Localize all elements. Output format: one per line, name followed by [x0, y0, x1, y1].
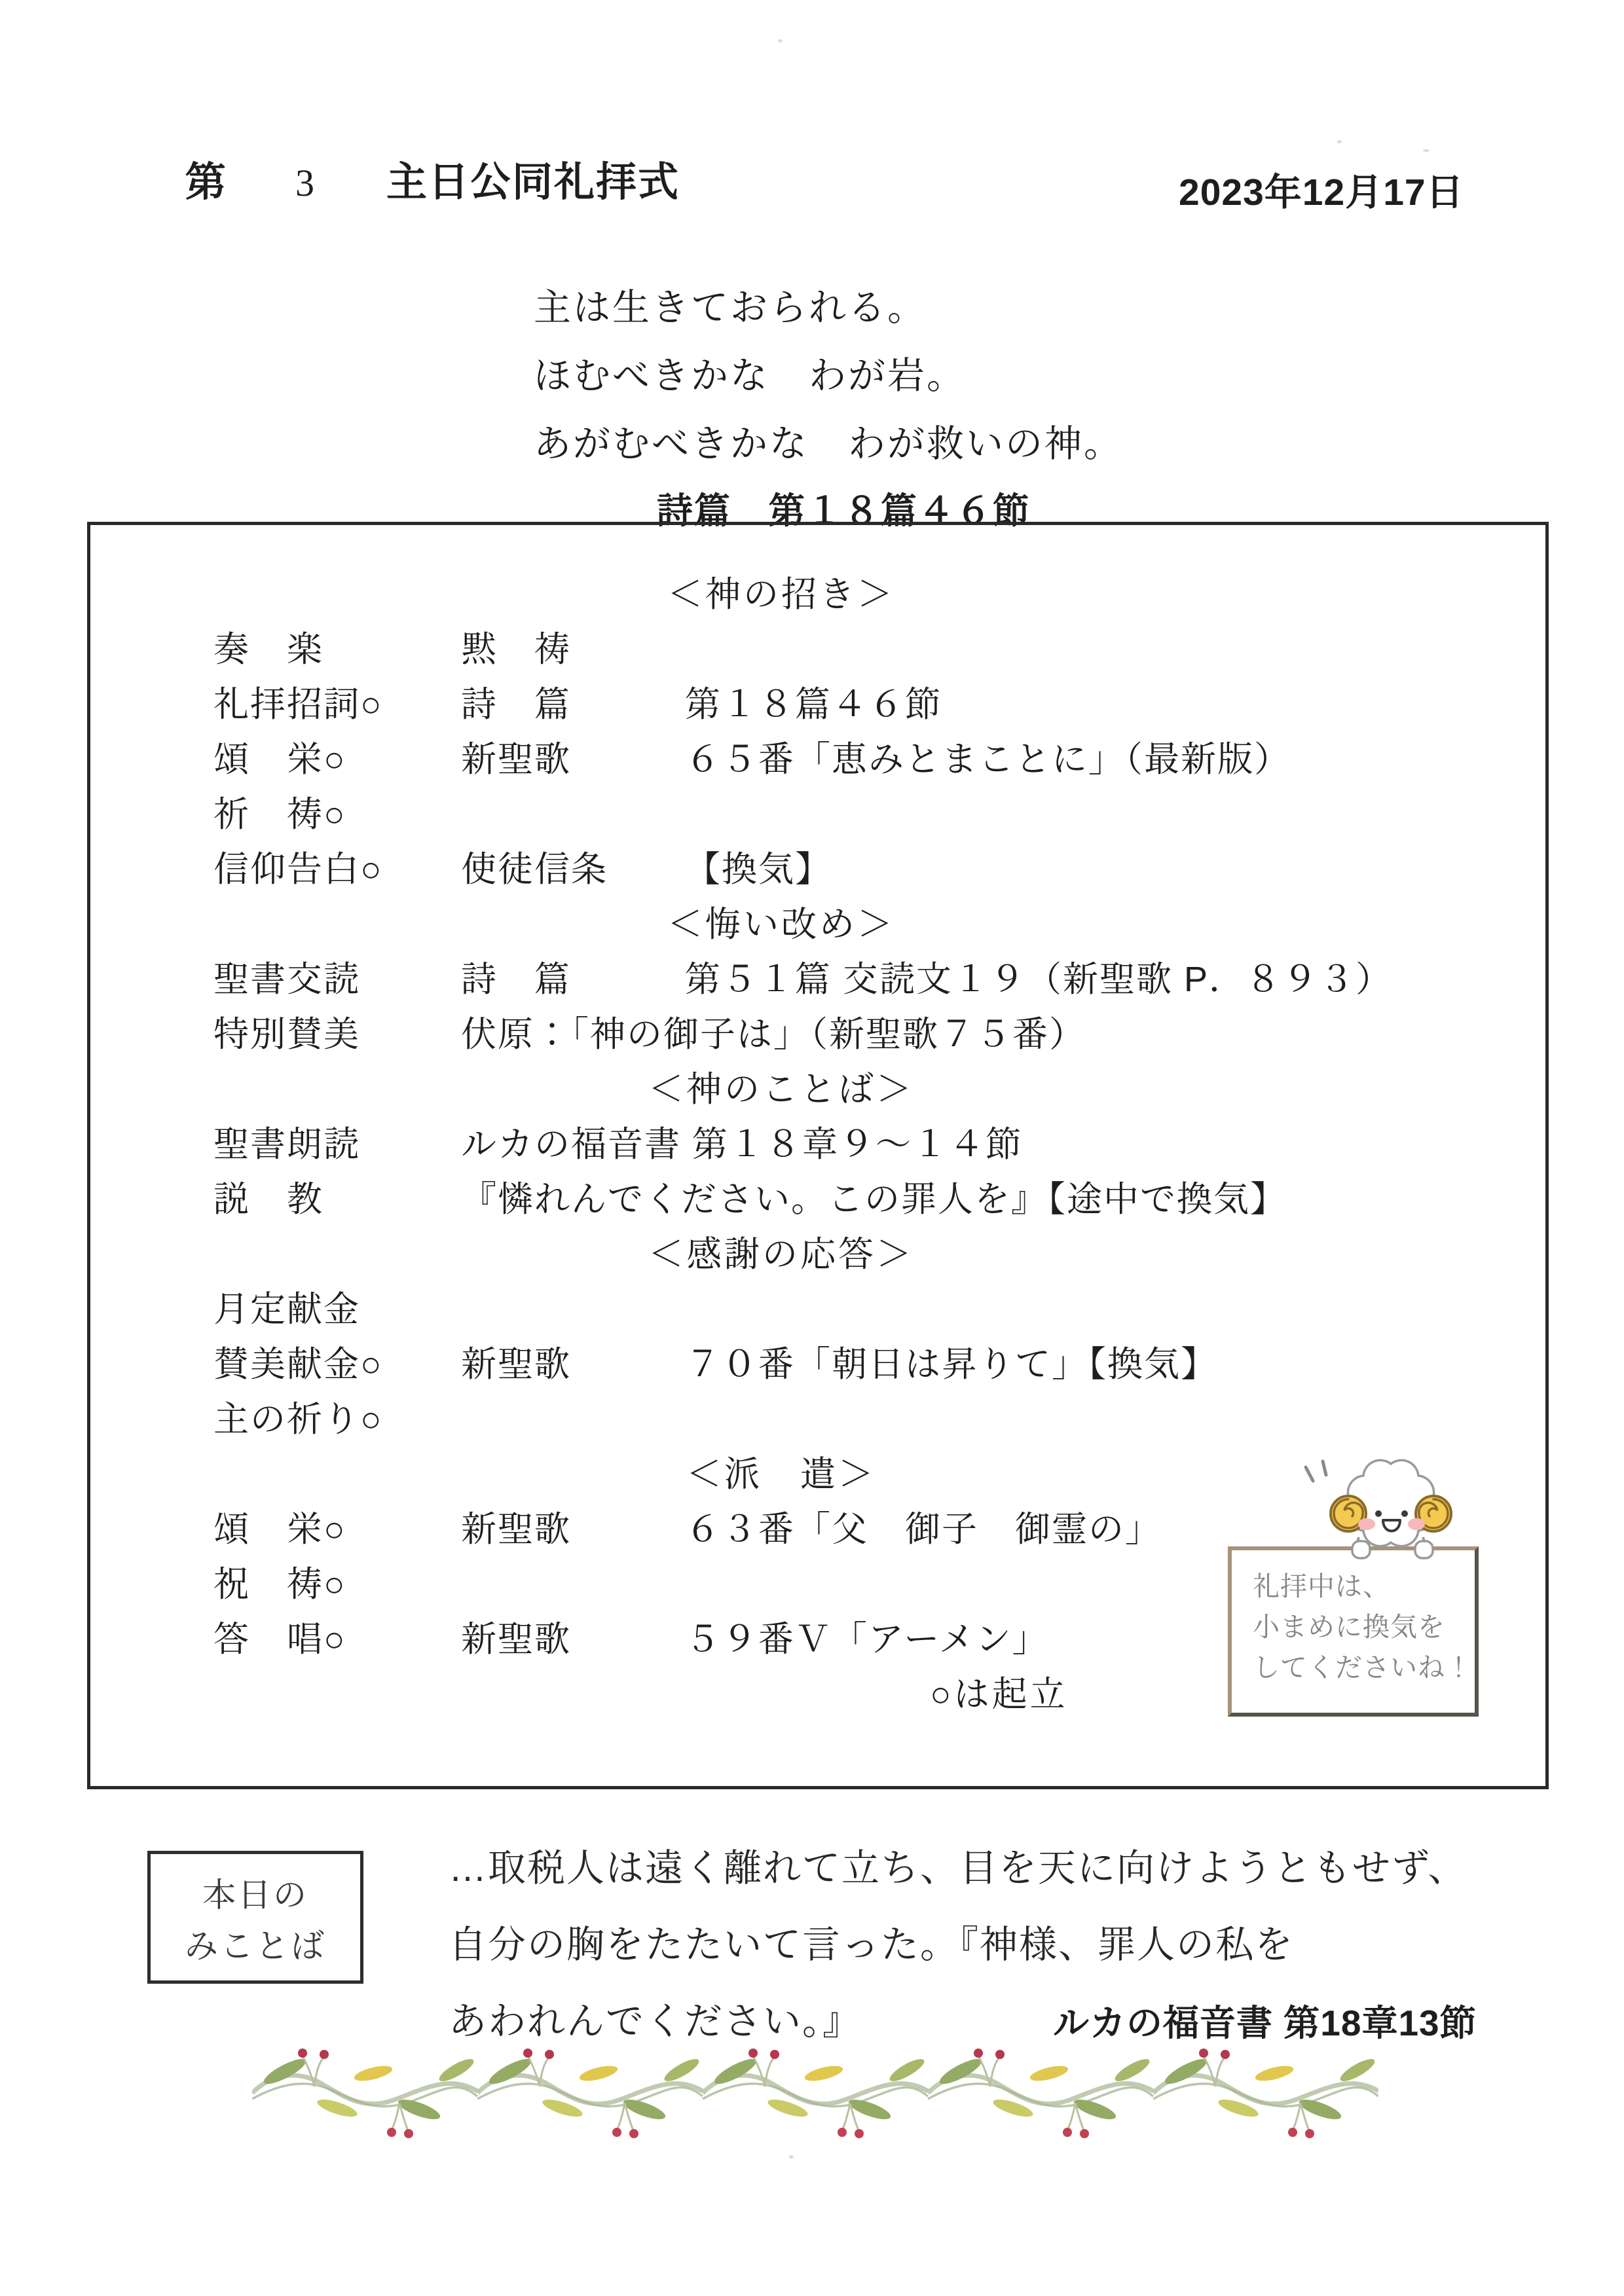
program-item-label: 賛美献金○ — [213, 1345, 383, 1384]
ventilation-sign-line: 礼拝中は、 — [1253, 1571, 1390, 1601]
program-item-content: ６３番「父 御子 御霊の」 — [685, 1510, 1162, 1549]
program-item-content: 第１８篇４６節 — [685, 685, 942, 724]
scan-speck — [778, 39, 783, 43]
title-prefix: 第 — [185, 160, 228, 205]
title-text: 主日公同礼拝式 — [386, 160, 680, 205]
program-item-detail — [461, 1282, 685, 1337]
program-row — [213, 952, 1545, 1007]
program-item-detail — [461, 787, 685, 842]
program-item-label: 奏 楽 — [213, 630, 323, 669]
program-row — [213, 677, 1545, 732]
opening-quote-line: 主は生きておられる。 — [534, 287, 927, 329]
program-item-label: 信仰告白○ — [213, 850, 383, 889]
program-item-label: 祝 祷○ — [213, 1565, 346, 1604]
program-row — [213, 1117, 1545, 1172]
ventilation-sign-line: 小まめに換気を — [1253, 1612, 1445, 1642]
standing-note: ○は起立 — [930, 1675, 1068, 1714]
verse-line: あわれんでください。』 — [449, 2000, 862, 2043]
ventilation-sign-line: してくださいね！ — [1253, 1652, 1473, 1683]
program-item-detail: 『憐れんでください。この罪人を』【途中で換気】 — [461, 1180, 1287, 1219]
program-item-label: 特別賛美 — [213, 1015, 360, 1054]
program-row — [213, 1337, 1545, 1392]
program-item-label: 頌 栄○ — [213, 740, 346, 779]
program-section-heading: ＜派 遣＞ — [686, 1455, 876, 1494]
program-item-label: 主の祈り○ — [213, 1400, 383, 1439]
program-row — [213, 732, 1545, 787]
page-title — [185, 158, 680, 208]
program-item-detail: 新聖歌 — [461, 1345, 571, 1384]
program-item-label: 答 唱○ — [213, 1620, 346, 1659]
program-section-heading: ＜神のことば＞ — [648, 1070, 914, 1109]
scan-speck — [1423, 149, 1430, 152]
service-date: 2023年12月17日 — [1179, 172, 1464, 213]
program-item-detail: 黙 祷 — [461, 630, 571, 669]
program-row — [213, 622, 1545, 677]
program-item-label: 礼拝招詞○ — [213, 685, 383, 724]
program-item-detail — [461, 1557, 685, 1612]
program-item-detail — [461, 1392, 685, 1447]
program-item-content: ７０番「朝日は昇りて」【換気】 — [685, 1345, 1217, 1384]
program-item-content: 第５１篇 交読文１９（新聖歌 P．８９３） — [685, 960, 1393, 999]
service-number: 3 — [295, 162, 316, 204]
program-item-detail: 新聖歌 — [461, 1620, 571, 1659]
program-item-detail: 新聖歌 — [461, 740, 571, 779]
program-item-content: ６５番「恵みとまことに」（最新版） — [685, 740, 1291, 779]
opening-quote-line: ほむべきかな わが岩。 — [534, 355, 966, 397]
todays-word-label-line: 本日の — [202, 1876, 308, 1914]
scan-speck — [1337, 140, 1342, 143]
program-row — [213, 787, 1545, 842]
program-item-label: 頌 栄○ — [213, 1510, 346, 1549]
program-row — [213, 1392, 1545, 1447]
todays-word-label-line: みことば — [184, 1927, 326, 1965]
todays-word-label-box — [147, 1851, 363, 1984]
program-section-heading: ＜悔い改め＞ — [667, 905, 895, 944]
program-row — [213, 1172, 1545, 1227]
opening-quote-line: あがむべきかな わが救いの神。 — [534, 423, 1123, 465]
program-item-detail: 詩 篇 — [461, 685, 571, 724]
program-row — [213, 1007, 1545, 1062]
program-item-detail: 新聖歌 — [461, 1510, 571, 1549]
program-section-heading: ＜神の招き＞ — [667, 575, 895, 614]
scan-speck — [789, 2155, 794, 2159]
program-item-label: 説 教 — [213, 1180, 323, 1219]
floral-garland-divider — [252, 2037, 1378, 2152]
program-section-heading: ＜感謝の応答＞ — [648, 1235, 914, 1274]
program-item-detail: 使徒信条 — [461, 850, 608, 889]
program-item-label: 聖書交読 — [213, 960, 360, 999]
program-row — [213, 842, 1545, 897]
program-item-label: 月定献金 — [213, 1290, 360, 1329]
verse-line: …取税人は遠く離れて立ち、目を天に向けようともせず、 — [449, 1847, 1467, 1889]
program-item-label: 祈 祷○ — [213, 795, 346, 834]
program-row — [213, 1282, 1545, 1337]
program-item-detail: 詩 篇 — [461, 960, 571, 999]
program-item-detail: ルカの福音書 第１８章９～１４節 — [461, 1125, 1023, 1164]
program-item-content: ５９番Ｖ「アーメン」 — [685, 1620, 1049, 1659]
program-item-label: 聖書朗読 — [213, 1125, 360, 1164]
opening-quote-reference: 詩篇 第１８篇４６節 — [657, 490, 1031, 531]
ventilation-sign — [1228, 1546, 1479, 1717]
program-item-detail: 伏原：「神の御子は」（新聖歌７５番） — [461, 1015, 1086, 1054]
verse-reference: ルカの福音書 第18章13節 — [1053, 2003, 1477, 2043]
verse-line: 自分の胸をたたいて言った。『神様、罪人の私を — [449, 1923, 1295, 1966]
program-item-content: 【換気】 — [685, 850, 832, 889]
sheep-mascot-icon — [1293, 1457, 1503, 1569]
